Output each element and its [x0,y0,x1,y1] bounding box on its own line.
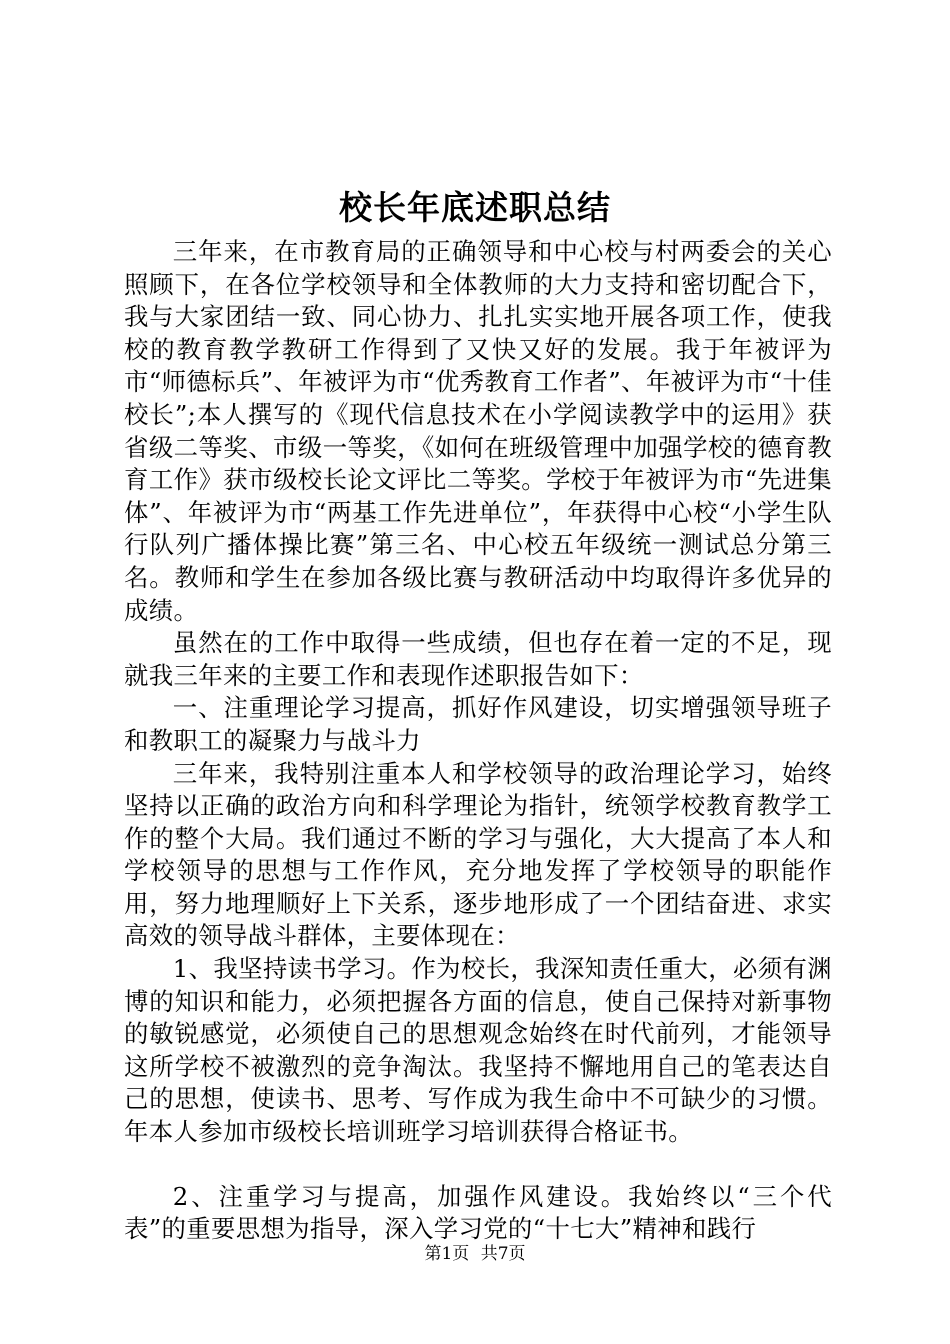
paragraph-item-2: 2、注重学习与提高，加强作风建设。我始终以“三个代表”的重要思想为指导，深入学习党的“十七大”精神和践行 [124,1181,832,1244]
paragraph-section-1: 三年来，我特别注重本人和学校领导的政治理论学习，始终坚持以正确的政治方向和科学理论为指针，统领学校教育教学工作的整个大局。我们通过不断的学习与强化，大大提高了本人和学校领导的思想与工作作风，充分地发挥了学校领导的职能作用，努力地理顺好上下关系，逐步地形成了一个团结奋进、求实高效的领导战斗群体，主要体现在： [124,758,832,951]
paragraph-item-1: 1、我坚持读书学习。作为校长，我深知责任重大，必须有渊博的知识和能力，必须把握各方面的信息，使自己保持对新事物的敏锐感觉，必须使自己的思想观念始终在时代前列，才能领导这所学校不被激烈的竞争淘汰。我坚持不懈地用自己的笔表达自己的思想，使读书、思考、写作成为我生命中不可缺少的习惯。年本人参加市级校长培训班学习培训获得合格证书。 [124,954,832,1147]
page-total: 共7页 [480,1244,526,1264]
paragraph-intro: 三年来，在市教育局的正确领导和中心校与村两委会的关心照顾下，在各位学校领导和全体教师的大力支持和密切配合下，我与大家团结一致、同心协力、扎扎实实地开展各项工作，使我校的教育教学教研工作得到了又快又好的发展。我于年被评为市“师德标兵”、年被评为市“优秀教育工作者”、年被评为市“十佳校长”;本人撰写的《现代信息技术在小学阅读教学中的运用》获省级二等奖、市级一等奖，《如何在班级管理中加强学校的德育教育工作》获市级校长论文评比二等奖。学校于年被评为市“先进集体”、年被评为市“两基工作先进单位”，年获得中心校“小学生队行队列广播体操比赛”第三名、中心校五年级统一测试总分第三名。教师和学生在参加各级比赛与教研活动中均取得许多优异的成绩。 [124,237,832,625]
document-title: 校长年底述职总结 [339,188,611,227]
paragraph-report-intro: 虽然在的工作中取得一些成绩，但也存在着一定的不足，现就我三年来的主要工作和表现作述职报告如下： [124,628,832,690]
page-footer [0,1243,950,1265]
page-number: 第1页 [424,1244,470,1264]
section-heading-1: 一、注重理论学习提高，抓好作风建设，切实增强领导班子和教职工的凝聚力与战斗力 [124,693,832,755]
document-body [124,236,832,1246]
